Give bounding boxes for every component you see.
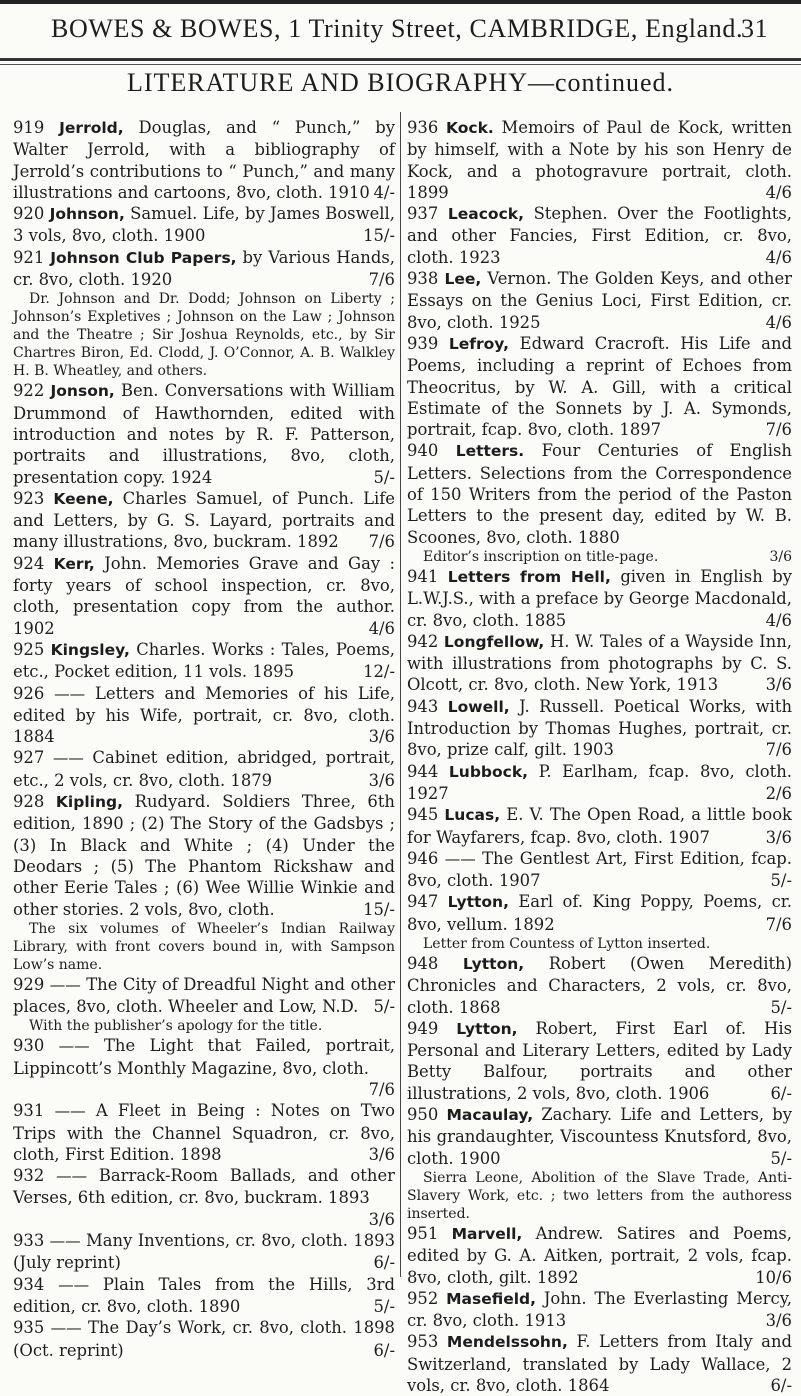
entry-number: 920 <box>13 204 45 224</box>
catalogue-entry <box>13 1035 395 1100</box>
page-number: 31 <box>741 14 769 43</box>
entry-number: 946 <box>407 848 439 868</box>
entry-description: Douglas, and “ Punch,” by Walter Jerrold, with a bibliography of Jerrold’s contributions to “ Punch,” and many illustrations and cartoons, 8vo, cloth. 1910 <box>13 118 395 202</box>
catalogue-entry <box>407 1288 792 1332</box>
bookseller-address: BOWES & BOWES, 1 Trinity Street, CAMBRIDGE, England. <box>51 14 744 43</box>
catalogue-entry <box>407 631 792 696</box>
entry-name: Johnson, <box>49 205 125 224</box>
entry-name: Jerrold, <box>59 119 124 137</box>
entry-description: Barrack-Room Ballads, and other Verses, 6th edition, cr. 8vo, buckram. 1893 <box>13 1166 395 1208</box>
entry-price: 5/- <box>770 997 792 1017</box>
entry-price: 6/- <box>770 1083 792 1103</box>
entry-number: 930 <box>13 1036 45 1056</box>
entry-name: Letters from Hell, <box>447 567 611 586</box>
entry-price: 7/6 <box>765 740 792 760</box>
catalogue-entry <box>13 791 395 974</box>
entry-price: 5/- <box>770 1148 792 1168</box>
catalogue-entry <box>407 1104 792 1223</box>
entry-description: Zachary. Life and Letters, by his grandaughter, Viscountess Knutsford, 8vo, cloth. 1900 <box>407 1105 793 1168</box>
entry-name: —— <box>58 1275 90 1294</box>
entry-name: Letters. <box>455 442 525 461</box>
catalogue-entry <box>13 1317 395 1361</box>
entry-description: Letters and Memories of his Life, edited by his Wife, portrait, cr. 8vo, cloth. 1884 <box>13 683 396 747</box>
entry-price: 6/- <box>373 1253 395 1273</box>
entry-price: 3/6 <box>368 770 395 790</box>
entry-description: E. V. The Open Road, a little book for Wayfarers, fcap. 8vo, cloth. 1907 <box>407 805 792 847</box>
entry-name: Johnson Club Papers, <box>50 248 237 267</box>
catalogue-entry <box>407 268 792 333</box>
catalogue-entry <box>407 203 792 268</box>
entry-price: 3/6 <box>368 727 395 747</box>
catalogue-entry <box>407 440 792 565</box>
entry-note: Sierra Leone, Abolition of the Slave Trade, Anti-Slavery Work, etc. ; two letters from the authoress inserted. <box>407 1169 792 1222</box>
entry-price: 10/6 <box>755 1267 792 1287</box>
catalogue-entry <box>13 553 395 639</box>
entry-description: Many Inventions, cr. 8vo, cloth. 1893 (July reprint) <box>13 1231 395 1273</box>
entry-description: John. Memories Grave and Gay : forty years of school inspection, cr. 8vo, cloth, presentation copy from the author. 1902 <box>13 553 395 638</box>
entry-description: The City of Dreadful Night and other places, 8vo, cloth. Wheeler and Low, N.D. <box>13 974 396 1017</box>
catalogue-entry <box>407 566 792 631</box>
entry-number: 925 <box>13 639 45 659</box>
entry-number: 936 <box>407 118 439 137</box>
column-divider <box>400 112 401 1277</box>
entry-name: Lowell, <box>447 697 510 716</box>
entry-description: Vernon. The Golden Keys, and other Essays on the Genius Loci, First Edition, cr. 8vo, cloth. 1925 <box>407 269 792 332</box>
entry-description: Ben. Conversations with William Drummond of Hawthornden, edited with introduction and notes by R. F. Patterson, portraits and illustrations, 8vo, cloth, presentation copy. 1924 <box>13 381 395 487</box>
catalogue-entry <box>13 488 395 553</box>
entry-name: Macaulay, <box>446 1106 534 1125</box>
entry-name: Lucas, <box>444 806 501 825</box>
entry-price: 4/6 <box>765 247 792 267</box>
entry-price: 4/6 <box>765 182 792 202</box>
entry-number: 929 <box>13 974 45 994</box>
entry-name: Lytton, <box>447 893 509 912</box>
catalogue-entry <box>407 761 792 805</box>
entry-number: 926 <box>13 683 45 703</box>
entry-number: 928 <box>13 792 45 812</box>
entry-price: 7/6 <box>765 420 792 440</box>
entry-name: —— <box>54 1102 86 1121</box>
entry-price: 3/6 <box>765 827 792 847</box>
entry-description: Cabinet edition, abridged, portrait, etc., 2 vols, cr. 8vo, cloth. 1879 <box>13 748 396 790</box>
entry-number: 952 <box>407 1288 439 1308</box>
entry-description: The Gentlest Art, First Edition, fcap. 8vo, cloth. 1907 <box>407 848 792 891</box>
entry-number: 935 <box>13 1318 45 1338</box>
catalogue-entry <box>13 974 395 1036</box>
catalogue-entry <box>407 117 792 203</box>
catalogue-entry <box>13 1274 395 1318</box>
entry-price: 4/6 <box>368 618 395 638</box>
entry-name: —— <box>56 1167 88 1186</box>
entry-number: 931 <box>13 1101 45 1121</box>
entry-description: Samuel. Life, by James Boswell, 3 vols, 8vo, cloth. 1900 <box>13 204 395 246</box>
entry-description: Robert (Owen Meredith) Chronicles and Characters, 2 vols, cr. 8vo, cloth. 1868 <box>407 953 792 1017</box>
entry-name: Masefield, <box>446 1289 537 1308</box>
catalogue-entry <box>13 247 395 381</box>
entry-description: J. Russell. Poetical Works, with Introduction by Thomas Hughes, portrait, cr. 8vo, prize calf, gilt. 1903 <box>407 696 793 760</box>
page-header <box>0 4 801 54</box>
entry-number: 940 <box>407 441 439 461</box>
entry-description: Plain Tales from the Hills, 3rd edition, cr. 8vo, cloth. 1890 <box>13 1274 395 1316</box>
entry-price: 2/6 <box>765 783 792 803</box>
entry-description: Edward Cracroft. His Life and Poems, including a reprint of Echoes from Theocritus, by W. A. Gill, with a critical Estimate of the Sonnets by J. A. Symonds, portrait, fcap. 8vo, cloth. 1897 <box>407 333 792 440</box>
catalogue-entry <box>13 380 395 487</box>
entry-description: A Fleet in Being : Notes on Two Trips with the Channel Squadron, cr. 8vo, cloth, First Edition. 1898 <box>13 1101 395 1164</box>
entry-description: The Light that Failed, portrait, Lippincott’s Monthly Magazine, 8vo, cloth. <box>13 1036 396 1078</box>
entry-price: 12/- <box>363 662 395 682</box>
header-rule <box>0 58 801 61</box>
entry-description: F. Letters from Italy and Switzerland, translated by Lady Wallace, 2 vols, cr. 8vo, cloth. 1864 <box>407 1332 792 1396</box>
left-column <box>13 117 395 1361</box>
entry-price: 3/6 <box>368 1144 395 1164</box>
entry-description: Charles. Works : Tales, Poems, etc., Pocket edition, 11 vols. 1895 <box>13 639 395 682</box>
entry-number: 923 <box>13 488 45 508</box>
catalogue-entry <box>407 804 792 848</box>
entry-price: 4/6 <box>765 312 792 332</box>
entry-note: The six volumes of Wheeler’s Indian Railway Library, with front covers bound in, with Sampson Low’s name. <box>13 920 395 973</box>
entry-number: 921 <box>13 247 45 267</box>
catalogue-entry <box>407 1331 792 1396</box>
entry-price: 5/- <box>373 467 395 487</box>
catalogue-entry <box>407 696 792 761</box>
entry-description: Earl of. King Poppy, Poems, cr. 8vo, vellum. 1892 <box>407 892 793 934</box>
entry-number: 941 <box>407 566 439 586</box>
entry-name: —— <box>50 1319 82 1338</box>
entry-note: Dr. Johnson and Dr. Dodd; Johnson on Liberty ; Johnson’s Expletives ; Johnson on the Law ; Johnson and the Theatre ; Sir Joshua Reynolds, etc., by Sir Chartres Biron, Ed. Clodd, J. O’Connor, A. B. Walkley H. B. Wheatley, and others. <box>13 291 395 380</box>
entry-description: Robert, First Earl of. His Personal and Literary Letters, edited by Lady Betty Balfour, portraits and other illustrations, 2 vols, 8vo, cloth. 1906 <box>407 1018 792 1103</box>
entry-price: 5/- <box>770 871 792 891</box>
entry-price: 5/- <box>373 1296 395 1316</box>
catalogue-entry <box>13 1165 395 1230</box>
entry-name: Lee, <box>444 270 482 289</box>
entry-name: —— <box>444 849 476 868</box>
catalogue-entry <box>13 203 395 247</box>
catalogue-entry <box>407 1018 792 1104</box>
entry-number: 945 <box>407 805 439 825</box>
entry-name: Longfellow, <box>443 632 545 651</box>
entry-number: 943 <box>407 696 439 716</box>
entry-name: Leacock, <box>447 205 524 224</box>
entry-price: 4/- <box>373 182 395 202</box>
entry-price: 7/6 <box>368 532 395 552</box>
catalogue-entry <box>13 117 395 203</box>
entry-name: —— <box>49 975 81 994</box>
entry-number: 947 <box>407 892 439 912</box>
entry-description: Stephen. Over the Footlights, and other Fancies, First Edition, cr. 8vo, cloth. 1923 <box>407 204 792 267</box>
entry-number: 933 <box>13 1231 45 1251</box>
entry-name: Lubbock, <box>448 762 529 781</box>
entry-price: 4/6 <box>765 610 792 630</box>
entry-price: 6/- <box>770 1376 792 1396</box>
entry-price: 15/- <box>363 899 395 919</box>
catalogue-entry <box>13 747 395 791</box>
entry-price: 7/6 <box>368 270 395 290</box>
catalogue-entry <box>13 639 395 683</box>
entry-name: Lefroy, <box>448 334 510 353</box>
entry-number: 953 <box>407 1332 439 1352</box>
entry-description: Memoirs of Paul de Kock, written by himself, with a Note by his son Henry de Kock, and a photogravure portrait, cloth. 1899 <box>407 118 792 202</box>
catalogue-entry <box>407 848 792 892</box>
entry-note: Letter from Countess of Lytton inserted. <box>423 935 711 952</box>
entry-price: 3/6 <box>765 1311 792 1331</box>
entry-name: —— <box>49 1232 81 1251</box>
entry-number: 944 <box>407 761 439 781</box>
entry-number: 942 <box>407 631 439 651</box>
entry-name: Kerr, <box>53 554 95 573</box>
entry-name: Kock. <box>446 119 494 137</box>
entry-description: The Day’s Work, cr. 8vo, cloth. 1898 (Oct. reprint) <box>13 1318 395 1360</box>
catalogue-entry <box>407 891 792 953</box>
entry-description: given in English by L.W.J.S., with a preface by George Macdonald, cr. 8vo, cloth. 1885 <box>407 566 792 630</box>
entry-number: 951 <box>407 1223 439 1243</box>
entry-price: 7/6 <box>765 914 792 934</box>
entry-price: 6/- <box>373 1340 395 1360</box>
entry-name: Kipling, <box>55 793 123 812</box>
entry-price: 15/- <box>363 226 395 246</box>
entry-number: 949 <box>407 1018 439 1038</box>
entry-number: 927 <box>13 748 45 768</box>
entry-price: 3/6 <box>769 548 792 565</box>
catalogue-entry <box>13 1230 395 1274</box>
entry-name: Kingsley, <box>50 640 130 659</box>
entry-price: 3/6 <box>765 675 792 695</box>
entry-description: H. W. Tales of a Wayside Inn, with illustrations from photographs by C. S. Olcott, cr. 8vo, cloth. New York, 1913 <box>407 631 792 695</box>
section-title: LITERATURE AND BIOGRAPHY—continued. <box>126 68 675 97</box>
catalogue-entry <box>407 333 792 440</box>
entry-name: Lytton, <box>456 1019 518 1038</box>
entry-name: —— <box>54 684 86 703</box>
entry-name: Keene, <box>53 489 114 508</box>
entry-description: by Various Hands, cr. 8vo, cloth. 1920 <box>13 247 395 290</box>
entry-number: 934 <box>13 1274 45 1294</box>
catalogue-entry <box>407 1223 792 1288</box>
entry-description: Charles Samuel, of Punch. Life and Letters, by G. S. Layard, portraits and many illustrations, 8vo, buckram. 1892 <box>13 488 395 552</box>
header-rule-thin <box>0 64 801 65</box>
entry-number: 948 <box>407 953 439 973</box>
entry-number: 932 <box>13 1166 45 1186</box>
entry-number: 922 <box>13 381 45 401</box>
entry-note <box>407 548 792 566</box>
entry-name: —— <box>58 1037 90 1056</box>
entry-number: 924 <box>13 553 45 573</box>
entry-price: 7/6 <box>368 1079 395 1099</box>
entry-note-text: Editor’s inscription on title-page. <box>423 548 659 565</box>
entry-note: With the publisher’s apology for the title. <box>29 1018 323 1035</box>
catalogue-entry <box>13 683 395 748</box>
entry-name: Lytton, <box>462 954 525 973</box>
entry-name: Marvell, <box>451 1224 523 1243</box>
entry-price: 3/6 <box>368 1209 395 1229</box>
catalogue-entry <box>407 953 792 1018</box>
entry-number: 939 <box>407 333 439 353</box>
entry-name: Mendelssohn, <box>446 1333 568 1352</box>
entry-price: 5/- <box>373 997 395 1017</box>
entry-description: P. Earlham, fcap. 8vo, cloth. 1927 <box>407 761 792 803</box>
entry-name: Jonson, <box>50 382 115 401</box>
catalogue-entry <box>13 1100 395 1165</box>
entry-number: 950 <box>407 1105 439 1125</box>
entry-number: 937 <box>407 204 439 224</box>
entry-number: 938 <box>407 269 439 289</box>
right-column <box>407 117 792 1396</box>
entry-name: —— <box>52 749 84 768</box>
entry-description: Rudyard. Soldiers Three, 6th edition, 1890 ; (2) The Story of the Gadsbys ; (3) In Black and White ; (4) Under the Deodars ; (5) The Phantom Rickshaw and other Eerie Tales ; (6) Wee Willie Winkie and other stories. 2 vols, 8vo, cloth. <box>13 792 395 919</box>
entry-description: Andrew. Satires and Poems, edited by G. A. Aitken, portrait, 2 vols, fcap. 8vo, cloth, gilt. 1892 <box>407 1223 792 1287</box>
entry-number: 919 <box>13 118 45 137</box>
entry-description: Four Centuries of English Letters. Selections from the Correspondence of 150 Writers from the period of the Paston Letters to the present day, edited by W. B. Scoones, 8vo, cloth. 1880 <box>407 441 792 547</box>
entry-description: John. The Everlasting Mercy, cr. 8vo, cloth. 1913 <box>407 1288 792 1331</box>
